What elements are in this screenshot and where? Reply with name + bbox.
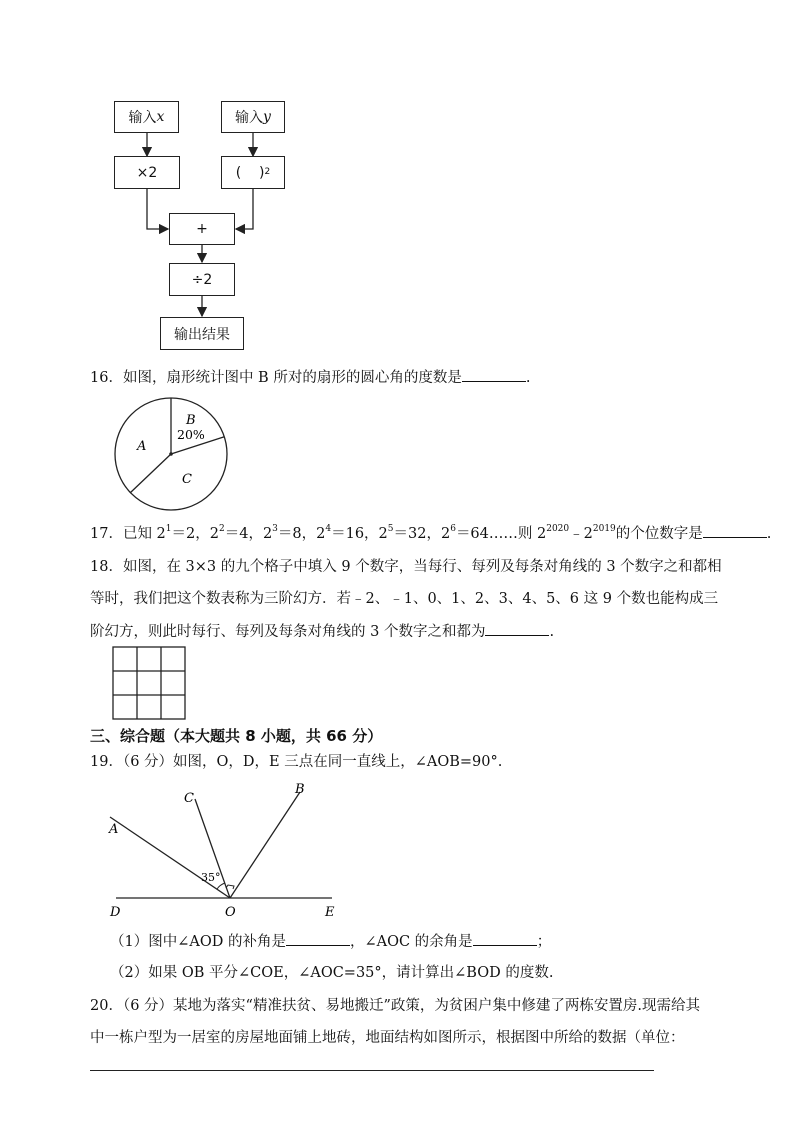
output-label: 输出结果	[174, 326, 230, 343]
q19-sub1-blank-1[interactable]	[286, 931, 350, 946]
q16-answer-blank[interactable]	[462, 367, 526, 382]
section-3-title: 三、综合题（本大题共 8 小题，共 66 分）	[90, 727, 383, 745]
label-c: C	[184, 791, 194, 806]
pie-divider-c	[130, 454, 171, 493]
q19-sub1-blank-2[interactable]	[473, 931, 537, 946]
q17-exp-2019: 2019	[592, 524, 616, 535]
square-paren: ( )	[235, 164, 265, 181]
question-19: 19．（6 分）如图，O，D，E 三点在同一直线上，∠AOB=90°.	[90, 754, 503, 770]
q19-sub1-text-b: ，∠AOC 的余角是	[349, 934, 473, 950]
q17-prefix: 17．已知 2	[90, 526, 166, 542]
question-20-line-2: 中一栋户型为一居室的房屋地面铺上地砖，地面结构如图所示，根据图中所给的数据（单位：	[90, 1030, 685, 1046]
label-o: O	[225, 905, 236, 920]
q17-minus: ﹣2	[569, 526, 593, 542]
input-y-box	[221, 101, 285, 133]
question-19-part-2: （2）如果 OB 平分∠COE，∠AOC=35°，请计算出∠BOD 的度数.	[110, 965, 554, 981]
pie-center-dot	[169, 452, 173, 456]
q17-val-5: ＝32，2	[393, 526, 451, 542]
angle-figure	[100, 778, 350, 920]
angle-label-35: 35°	[201, 871, 221, 884]
question-18-line-3	[90, 621, 554, 642]
arrow-times-to-plus	[147, 189, 168, 229]
divide-two-box	[169, 263, 235, 296]
pie-label-a: A	[137, 439, 147, 454]
q17-val-3: ＝8，2	[277, 526, 326, 542]
q17-val-2: ＝4，2	[224, 526, 273, 542]
q18-end: .	[549, 624, 555, 640]
question-20-line-1: 20．（6 分）某地为落实“精准扶贫、易地搬迁”政策，为贫困户集中修建了两栋安置房.现需给其	[90, 998, 700, 1014]
input-y-var: y	[263, 109, 271, 125]
q17-answer-blank[interactable]	[703, 523, 767, 538]
q16-text: 16．如图，扇形统计图中 B 所对的扇形的圆心角的度数是	[90, 370, 462, 386]
q17-val-6: ＝64……则 2	[455, 526, 547, 542]
label-b: B	[295, 782, 305, 797]
pie-label-b-percent: 20%	[177, 427, 205, 442]
question-18-line-1: 18．如图，在 3×3 的九个格子中填入 9 个数字，当每行、每列及每条对角线的 3 个数字之和都相	[90, 559, 722, 575]
q19-sub1-text-a: （1）图中∠AOD 的补角是	[110, 934, 286, 950]
plus-box	[169, 213, 235, 245]
q16-end: .	[525, 370, 531, 386]
plus-label: +	[196, 221, 208, 237]
question-18-line-2: 等时，我们把这个数表称为三阶幻方．若﹣2、﹣1、0、1、2、3、4、5、6 这 9 个数也能构成三	[90, 591, 719, 607]
q17-suffix: 的个位数字是	[615, 526, 703, 542]
square-box: ( ) $^2$	[221, 156, 285, 189]
pie-label-c: C	[182, 472, 192, 487]
q17-exp-2: 2	[218, 524, 225, 535]
ray-ob	[230, 792, 300, 898]
q17-exp-1: 1	[165, 524, 172, 535]
q17-exp-6: 6	[450, 524, 456, 535]
q17-end: .	[766, 526, 772, 542]
input-y-label: 输入	[235, 110, 264, 126]
label-d: D	[110, 905, 121, 920]
question-16	[90, 367, 530, 388]
times-two-label: ×2	[136, 164, 158, 181]
input-x-var: x	[156, 109, 165, 125]
q17-exp-4: 4	[325, 524, 332, 535]
label-a: A	[109, 822, 119, 837]
q17-exp-2020: 2020	[546, 524, 570, 535]
question-17	[90, 523, 771, 544]
footer-rule	[90, 1070, 654, 1071]
ray-oa	[110, 817, 230, 898]
pie-chart	[110, 392, 240, 517]
q18-line3-text: 阶幻方，则此时每行、每列及每条对角线的 3 个数字之和都为	[90, 624, 486, 640]
times-two-box	[114, 156, 180, 189]
label-e: E	[325, 905, 335, 920]
q17-exp-5: 5	[387, 524, 394, 535]
q18-answer-blank[interactable]	[485, 621, 549, 636]
magic-square-grid	[112, 646, 188, 721]
pie-label-b: B	[186, 413, 196, 428]
question-19-part-1	[110, 931, 551, 952]
input-x-label: 输入	[128, 110, 157, 126]
q17-val-1: ＝2，2	[171, 526, 219, 542]
divide-two-label: ÷2	[191, 271, 213, 288]
arrow-square-to-plus	[236, 189, 253, 229]
q17-val-4: ＝16，2	[331, 526, 388, 542]
output-box	[160, 317, 244, 350]
q19-sub1-end: ；	[536, 934, 552, 950]
q17-exp-3: 3	[272, 524, 278, 535]
input-x-box	[114, 101, 179, 133]
